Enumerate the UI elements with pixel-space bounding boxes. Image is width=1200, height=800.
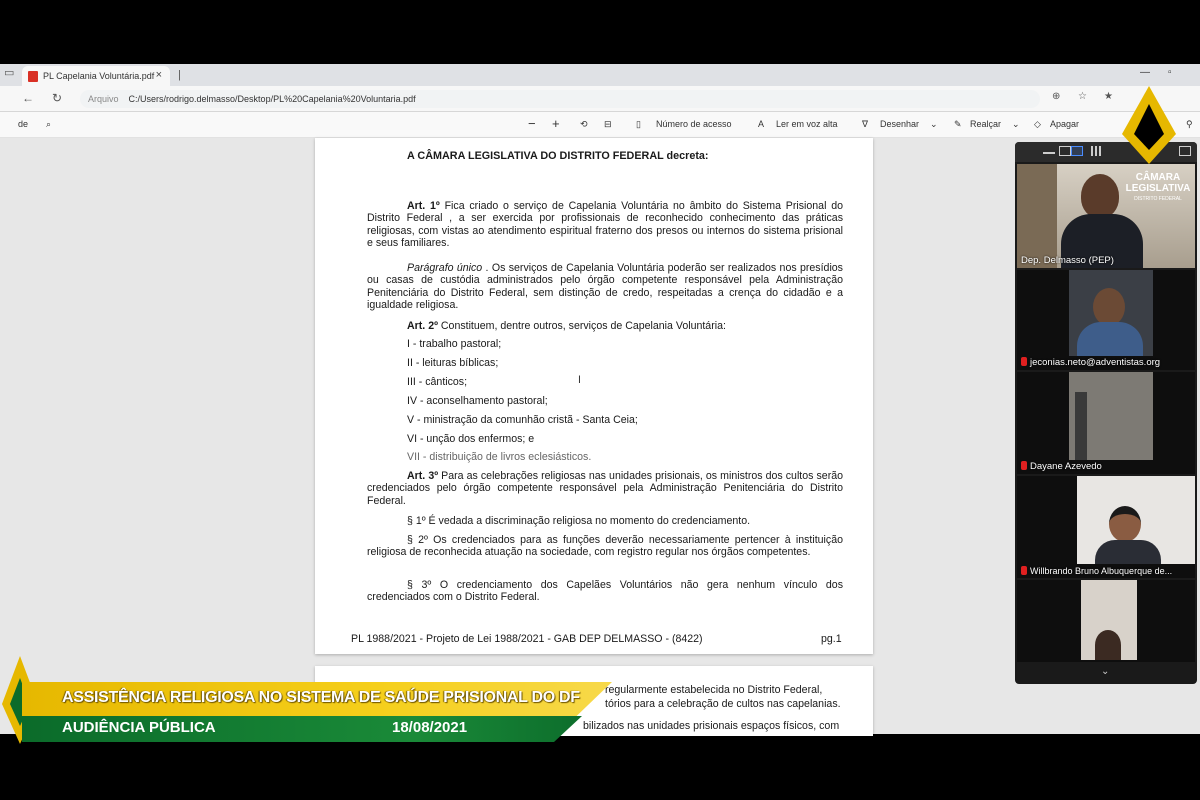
article-1 bbox=[367, 200, 843, 250]
pin-icon[interactable]: ⚲ bbox=[1186, 119, 1193, 129]
favorites-icon[interactable]: ★ bbox=[1104, 91, 1113, 102]
draw-icon[interactable]: ∇ bbox=[862, 119, 869, 129]
refresh-icon[interactable]: ↻ bbox=[52, 91, 63, 105]
broadcast-subtitle: AUDIÊNCIA PÚBLICA bbox=[62, 719, 216, 736]
next-page-line: regularmente estabelecida no Distrito Federal, bbox=[605, 684, 823, 696]
scroll-down-icon[interactable]: ⌄ bbox=[1101, 666, 1110, 677]
list-item: II - leituras bíblicas; bbox=[407, 357, 499, 369]
url-field[interactable] bbox=[80, 90, 1040, 108]
article-3-paragraph-3: § 3º O credenciamento dos Capelães Voluntários não gera nenhum vínculo dos credenciados com o Distrito Federal. bbox=[367, 579, 843, 604]
muted-mic-icon bbox=[1021, 461, 1027, 470]
grid-view-icon[interactable] bbox=[1091, 146, 1103, 156]
read-aloud-button[interactable]: Ler em voz alta bbox=[776, 119, 838, 129]
participant-name: Dep. Delmasso (PEP) bbox=[1021, 255, 1114, 266]
article-3-paragraph-2: § 2º Os credenciados para as funções deverão necessariamente pertencer à instituição religiosa de reconhecida atuação na sociedade, com registro regular nos órgãos competentes. bbox=[367, 534, 843, 559]
browser-tab-bar bbox=[0, 64, 1200, 86]
minimize-icon[interactable]: — bbox=[1140, 67, 1150, 78]
gallery-icon[interactable] bbox=[1059, 146, 1071, 156]
maximize-icon[interactable]: ▫ bbox=[1168, 67, 1172, 78]
article-1-label: Art. 1º bbox=[407, 200, 440, 212]
cldf-logo-icon bbox=[1114, 84, 1184, 166]
participant-tile[interactable] bbox=[1017, 372, 1195, 474]
paragrafo-unico bbox=[367, 262, 843, 312]
close-tab-icon[interactable]: × bbox=[155, 69, 162, 81]
list-item: VI - unção dos enfermos; e bbox=[407, 433, 535, 445]
url-text: C:/Users/rodrigo.delmasso/Desktop/PL%20Capelania%20Voluntaria.pdf bbox=[128, 94, 416, 104]
article-2-label: Art. 2º bbox=[407, 320, 438, 332]
read-aloud-icon[interactable]: A bbox=[758, 119, 765, 129]
back-icon[interactable]: ← bbox=[22, 91, 34, 105]
search-icon[interactable]: ⌕ bbox=[46, 119, 52, 129]
page-view-icon[interactable]: ▯ bbox=[636, 119, 641, 129]
participant-name: Willbrando Bruno Albuquerque de... bbox=[1021, 566, 1172, 576]
pdf-page-1 bbox=[315, 138, 873, 654]
highlight-dropdown-icon[interactable]: ⌄ bbox=[1012, 119, 1020, 129]
article-3-paragraph-1: § 1º É vedada a discriminação religiosa no momento do credenciamento. bbox=[407, 515, 751, 527]
participant-tile[interactable] bbox=[1017, 580, 1195, 662]
participant-head bbox=[1109, 506, 1141, 542]
cldf-logo-watermark bbox=[1123, 172, 1193, 208]
list-item: IV - aconselhamento pastoral; bbox=[407, 395, 548, 407]
participant-body bbox=[1095, 540, 1161, 564]
muted-mic-icon bbox=[1021, 357, 1027, 366]
article-2-text: Constituem, dentre outros, serviços de Capelania Voluntária: bbox=[437, 320, 726, 332]
participant-tile[interactable] bbox=[1017, 476, 1195, 578]
broadcast-title: ASSISTÊNCIA RELIGIOSA NO SISTEMA DE SAÚDE PRISIONAL DO DF bbox=[62, 689, 580, 706]
participant-head bbox=[1093, 288, 1125, 326]
paragrafo-label: Parágrafo único bbox=[407, 262, 483, 274]
muted-mic-icon bbox=[1021, 566, 1027, 575]
rotate-icon[interactable]: ⟲ bbox=[580, 119, 588, 129]
address-bar bbox=[0, 86, 1200, 112]
bookshelf-background bbox=[1017, 164, 1057, 268]
page-footer-left: PL 1988/2021 - Projeto de Lei 1988/2021 - GAB DEP DELMASSO - (8422) bbox=[351, 633, 703, 645]
list-item: I - trabalho pastoral; bbox=[407, 338, 502, 350]
pdf-file-icon bbox=[28, 71, 38, 82]
tab-title: PL Capelania Voluntária.pdf bbox=[43, 71, 155, 81]
eraser-icon[interactable]: ◇ bbox=[1034, 119, 1041, 129]
article-2 bbox=[407, 320, 726, 332]
collections-icon[interactable]: ☆ bbox=[1078, 91, 1087, 102]
zoom-out-button[interactable]: − bbox=[528, 116, 536, 131]
participant-head bbox=[1095, 630, 1121, 660]
participant-name: Dayane Azevedo bbox=[1021, 461, 1102, 472]
logo-text-1: CÂMARA bbox=[1135, 172, 1181, 183]
participant-tile[interactable] bbox=[1017, 164, 1195, 268]
text-cursor-icon: I bbox=[578, 374, 581, 386]
logo-text-2: LEGISLATIVA bbox=[1125, 183, 1191, 194]
list-item: VII - distribuição de livros eclesiásticos. bbox=[407, 451, 592, 463]
zoom-in-button[interactable]: + bbox=[552, 116, 560, 131]
video-call-panel bbox=[1015, 142, 1197, 684]
minimize-panel-icon[interactable] bbox=[1043, 152, 1055, 154]
participant-head bbox=[1081, 174, 1119, 218]
page-number: pg.1 bbox=[821, 633, 842, 645]
participant-video-shadow bbox=[1075, 392, 1087, 460]
decree-heading: A CÂMARA LEGISLATIVA DO DISTRITO FEDERAL decreta: bbox=[407, 150, 709, 162]
broadcast-date: 18/08/2021 bbox=[392, 719, 468, 736]
extension-icon[interactable]: ⊕ bbox=[1052, 91, 1061, 102]
highlight-button[interactable]: Realçar bbox=[970, 119, 1002, 129]
address-label: Arquivo bbox=[88, 94, 119, 104]
erase-button[interactable]: Apagar bbox=[1050, 119, 1080, 129]
draw-button[interactable]: Desenhar bbox=[880, 119, 920, 129]
list-item: V - ministração da comunhão cristã - Santa Ceia; bbox=[407, 414, 638, 426]
participant-tile[interactable] bbox=[1017, 270, 1195, 370]
next-page-line: tórios para a celebração de cultos nas capelanias. bbox=[605, 698, 841, 710]
speaker-view-icon[interactable] bbox=[1071, 146, 1083, 156]
next-page-line: bilizados nas unidades prisionais espaços físicos, com bbox=[583, 720, 840, 732]
page-view-button[interactable]: Número de acesso bbox=[656, 119, 732, 129]
fit-page-icon[interactable]: ⊟ bbox=[604, 119, 612, 129]
window-menu-icon[interactable]: ▭ bbox=[4, 67, 15, 79]
article-3 bbox=[367, 470, 843, 507]
draw-dropdown-icon[interactable]: ⌄ bbox=[930, 119, 938, 129]
highlight-icon[interactable]: ✎ bbox=[954, 119, 962, 129]
article-3-label: Art. 3º bbox=[407, 470, 439, 482]
participant-body bbox=[1077, 322, 1143, 356]
logo-text-3: DISTRITO FEDERAL bbox=[1134, 196, 1182, 202]
article-1-text: Fica criado o serviço de Capelania Voluntária no âmbito do Sistema Prisional do Distrito Federal , a ser exercida por profissionais de reconhecido conhecimento das práticas religiosas, com vistas ao atendimento espiritual fraterno dos presos ou internos do sistema prisional e seus familiares. bbox=[367, 200, 843, 250]
paragrafo-text: . Os serviços de Capelania Voluntária poderão ser realizados nos presídios ou casas de custódia administrados pelo órgão competente responsável pela Administração Penitenciária do Distrito Federal, sem distinção de credo, respeitadas a crença do cidadão e a igualdade religiosa. bbox=[367, 262, 843, 312]
article-3-text: Para as celebrações religiosas nas unidades prisionais, os ministros dos cultos serão credenciados pelo órgão competente responsável pela Administração Penitenciária do Distrito Federal. bbox=[367, 470, 844, 507]
participant-name: jeconias.neto@adventistas.org bbox=[1021, 357, 1160, 368]
toc-icon[interactable]: de bbox=[18, 119, 29, 129]
browser-tab[interactable] bbox=[22, 66, 170, 86]
pdf-toolbar bbox=[0, 112, 1200, 138]
list-item: III - cânticos; bbox=[407, 376, 468, 388]
new-tab-icon[interactable]: | bbox=[178, 69, 181, 81]
